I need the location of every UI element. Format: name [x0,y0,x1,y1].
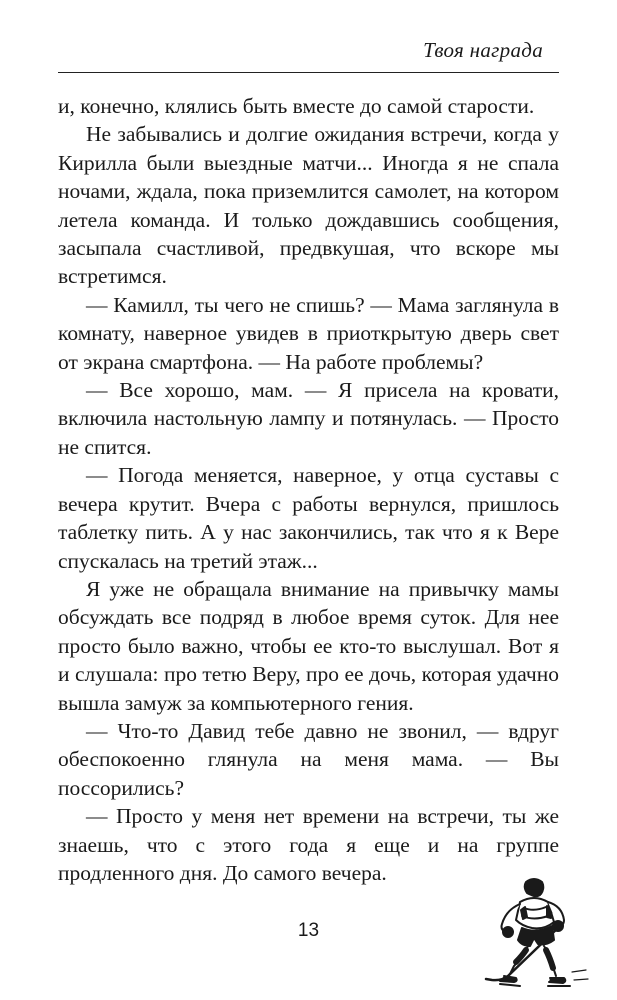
page-number: 13 [297,920,320,941]
paragraph: — Что-то Давид тебе давно не звонил, — вдруг обеспокоенно глянула на меня мама. — Вы поссорились? [58,718,559,800]
paragraph: — Все хорошо, мам. — Я присела на кровати, включила настольную лампу и потянулась. — Просто не спится. [58,378,559,459]
hockey-player-icon [468,872,593,994]
paragraph: и, конечно, клялись быть вместе до самой старости. [58,94,535,118]
paragraph: Я уже не обращала внимание на привычку мамы обсуждать все подряд в любое время суток. Для нее просто было важно, чтобы ее кто-то выслушал. Вот я и слушала: про тетю Веру, про ее дочь, которая удачно вышла замуж за компьютерного гения. [58,576,559,715]
header-rule [58,72,559,73]
running-title: Твоя награда [423,38,543,62]
paragraph: — Погода меняется, наверное, у отца суставы с вечера крутит. Вчера с работы вернулся, пришлось таблетку пить. А у нас закончились, так что я к Вере спускалась на третий этаж... [58,463,559,573]
paragraph: — Просто у меня нет времени на встречи, ты же знаешь, что с этого года я еще и на группе продленного дня. До самого вечера. [58,804,559,885]
paragraph: — Камилл, ты чего не спишь? — Мама заглянула в комнату, наверное увидев в приоткрытую дверь свет от экрана смартфона. — На работе проблемы? [58,292,559,374]
paragraph: Не забывались и долгие ожидания встречи, когда у Кирилла были выездные матчи... Иногда я не спала ночами, ждала, пока приземлится самолет, на котором летела команда. И только дождавшись сообщения, засыпала счастливой, предвкушая, что вскоре мы встретимся. [58,122,559,289]
body-text [58,92,559,887]
